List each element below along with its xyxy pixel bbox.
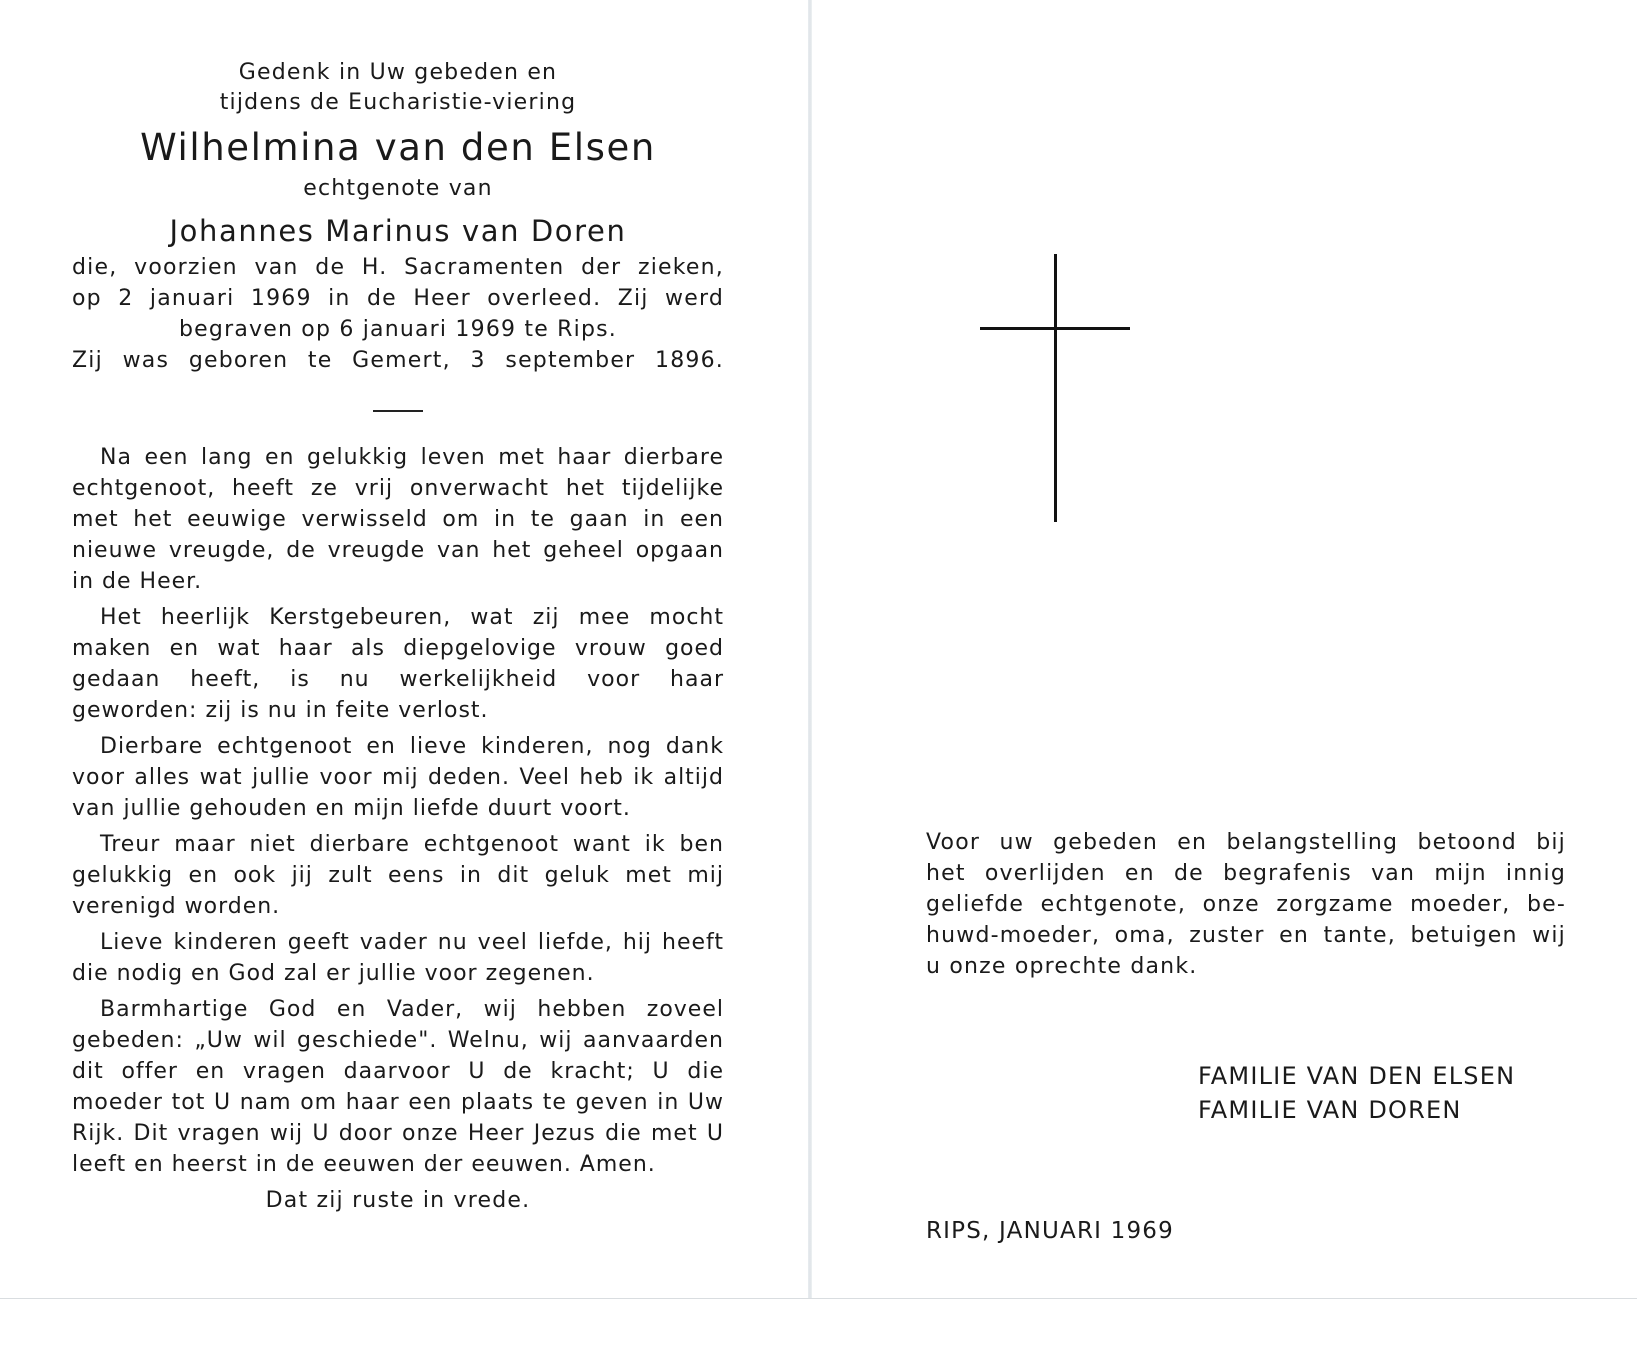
divider-rule [373, 410, 423, 412]
thanks-line-2: het overlijden en de begrafenis van mijn innig [926, 861, 1566, 886]
header-line-1: Gedenk in Uw gebeden en [238, 60, 558, 85]
spouse-name: Johannes Marinus van Doren [169, 214, 627, 248]
intro-line-3: begraven op 6 januari 1969 te Rips. [179, 317, 617, 342]
family-name-1: FAMILIE VAN DEN ELSEN [1198, 1062, 1516, 1090]
cross-vertical-bar [1054, 254, 1057, 522]
left-card-panel [0, 0, 808, 1298]
deceased-name: Wilhelmina van den Elsen [140, 126, 656, 169]
intro-line-4: Zij was geboren te Gemert, 3 september 1896. [72, 348, 724, 373]
header-line-2: tijdens de Eucharistie-viering [219, 90, 577, 115]
paragraph-1: Na een lang en gelukkig leven met haar dierbare echtgenoot, heeft ze vrij onverwacht het tijdelijke met het eeuwige verwisseld om in te gaan in een nieuwe vreugde, de vreugde van het geheel opgaan in de Heer. [72, 445, 724, 594]
family-signatures [1198, 1059, 1515, 1127]
thanks-line-1: Voor uw gebeden en belangstelling betoond bij [926, 830, 1566, 855]
memorial-text [72, 58, 724, 1216]
paragraph-5: Lieve kinderen geeft vader nu veel liefde, hij heeft die nodig en God zal er jullie voor zegenen. [72, 930, 724, 986]
place-date: RIPS, JANUARI 1969 [926, 1218, 1174, 1244]
cross-horizontal-bar [980, 327, 1130, 330]
paragraph-3: Dierbare echtgenoot en lieve kinderen, nog dank voor alles wat jullie voor mij deden. Veel heb ik altijd van jullie gehouden en mijn liefde duurt voort. [72, 734, 724, 821]
paragraph-4: Treur maar niet dierbare echtgenoot want ik ben gelukkig en ook jij zult eens in dit geluk met mij verenigd worden. [72, 832, 724, 919]
paragraph-2: Het heerlijk Kerstgebeuren, wat zij mee mocht maken en wat haar als diepgelovige vrouw goed gedaan heeft, is nu werkelijkheid voor haar geworden: zij is nu in feite verlost. [72, 605, 724, 723]
family-name-2: FAMILIE VAN DOREN [1198, 1096, 1462, 1124]
death-notice [72, 252, 724, 376]
thanks-line-5: u onze oprechte dank. [926, 954, 1198, 979]
closing-prayer: Dat zij ruste in vrede. [265, 1188, 531, 1213]
paragraph-6: Barmhartige God en Vader, wij hebben zoveel gebeden: „Uw wil geschiede". Welnu, wij aanvaarden dit offer en vragen daarvoor U de kracht; U die moeder tot U nam om haar een plaats te geven in Uw Rijk. Dit vragen wij U door onze Heer Jezus die met U leeft en heerst in de eeuwen der eeuwen. Amen. [72, 997, 724, 1177]
intro-line-1: die, voorzien van de H. Sacramenten der zieken, [72, 255, 724, 280]
latin-cross-icon [980, 254, 1130, 522]
thanks-line-3: geliefde echtgenote, onze zorgzame moeder, be- [926, 892, 1566, 917]
relation-text: echtgenote van [303, 176, 493, 201]
thanks-line-4: huwd-moeder, oma, zuster en tante, betuigen wij [926, 923, 1566, 948]
intro-line-2: op 2 januari 1969 in de Heer overleed. Zij werd [72, 286, 724, 311]
thanks-message [926, 827, 1566, 982]
scan-bottom-margin [0, 1298, 1637, 1346]
